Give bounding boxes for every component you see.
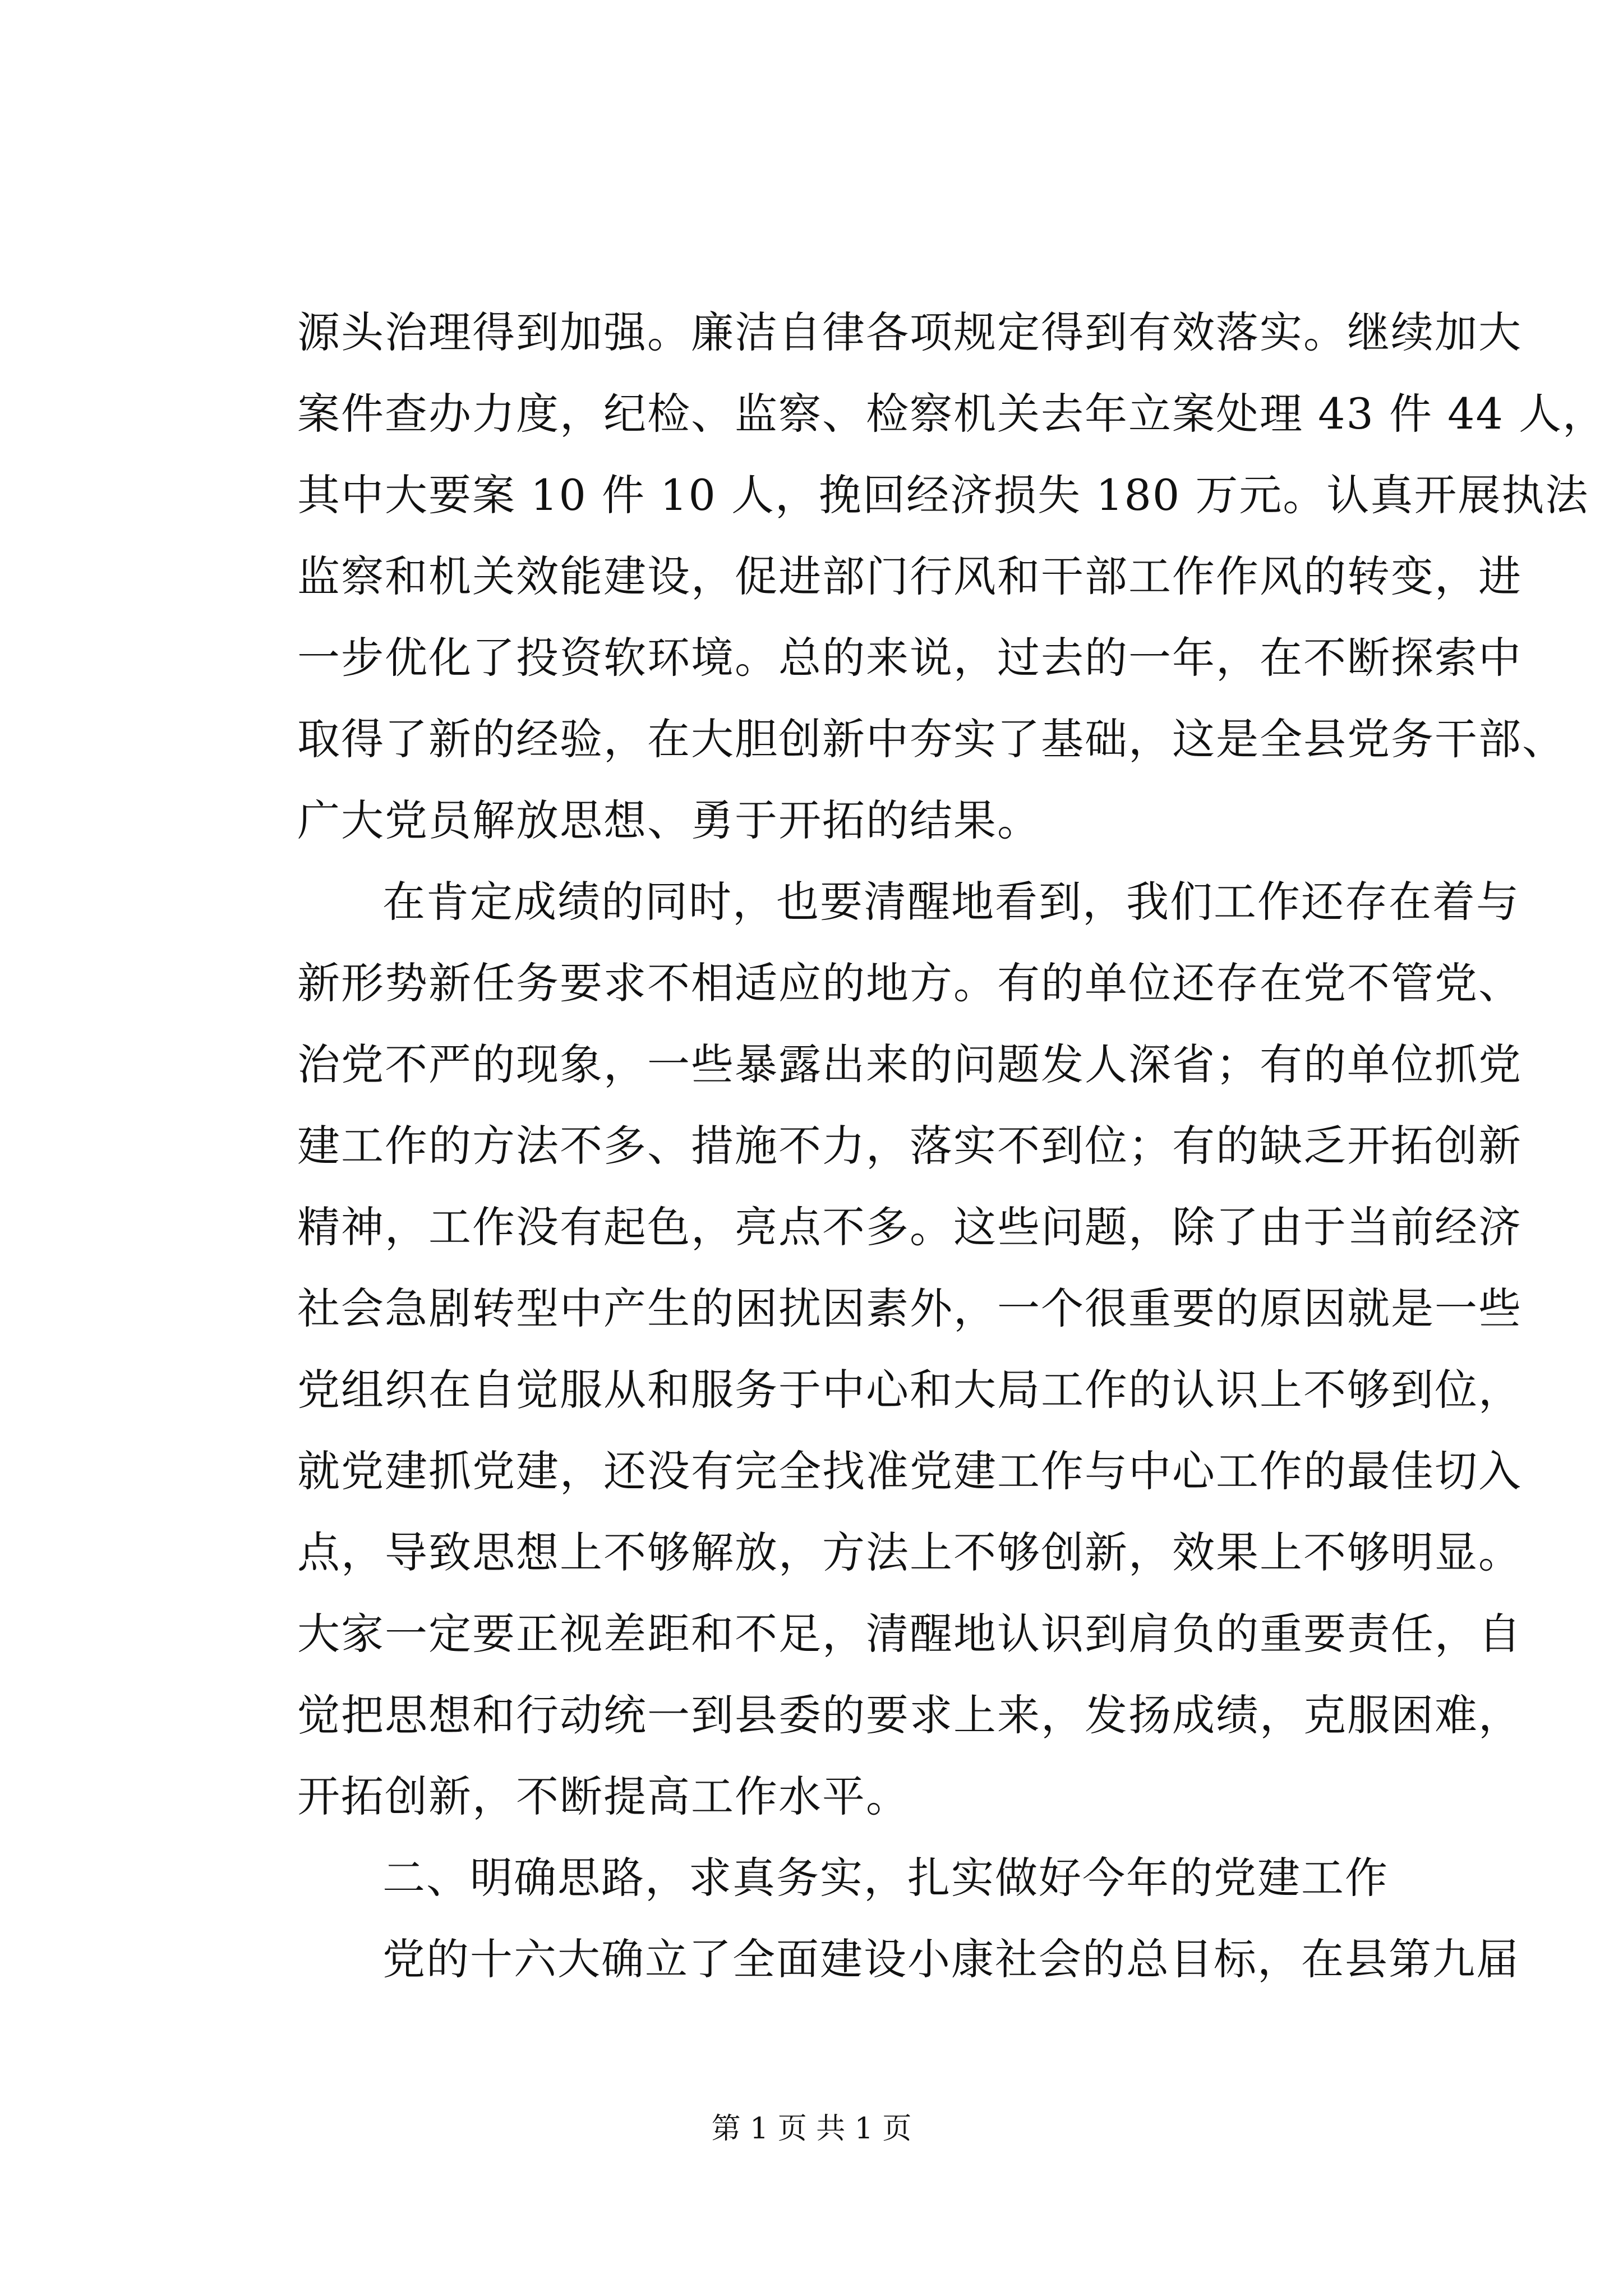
page-footer: 第 1 页 共 1 页 (711, 2112, 912, 2146)
text-line-18: 觉把思想和行动统一到县委的要求上来，发扬成绩，克服困难， (297, 1690, 1522, 1740)
text-line-4: 监察和机关效能建设，促进部门行风和干部工作作风的转变，进 (297, 551, 1522, 601)
text-line-14: 党组织在自觉服从和服务于中心和大局工作的认识上不够到位， (297, 1365, 1522, 1415)
text-line-16: 点，导致思想上不够解放，方法上不够创新，效果上不够明显。 (297, 1527, 1522, 1577)
document-body (297, 292, 1607, 2000)
text-line-7: 广大党员解放思想、勇于开拓的结果。 (297, 795, 1041, 845)
section-heading: 二、明确思路，求真务实，扎实做好今年的党建工作 (382, 1853, 1389, 1903)
text-line-1: 源头治理得到加强。廉洁自律各项规定得到有效落实。继续加大 (297, 307, 1522, 357)
text-line-2: 案件查办力度，纪检、监察、检察机关去年立案处理 43 件 44 人， (297, 389, 1607, 439)
text-line-21: 党的十六大确立了全面建设小康社会的总目标，在县第九届 (382, 1934, 1520, 1984)
text-line-10: 治党不严的现象，一些暴露出来的问题发人深省；有的单位抓党 (297, 1039, 1522, 1089)
text-line-5: 一步优化了投资软环境。总的来说，过去的一年，在不断探索中 (297, 633, 1522, 683)
text-line-8: 在肯定成绩的同时，也要清醒地看到，我们工作还存在着与 (382, 877, 1520, 927)
text-line-17: 大家一定要正视差距和不足，清醒地认识到肩负的重要责任，自 (297, 1609, 1522, 1659)
text-line-3: 其中大要案 10 件 10 人，挽回经济损失 180 万元。认真开展执法 (297, 470, 1589, 520)
text-line-6: 取得了新的经验，在大胆创新中夯实了基础，这是全县党务干部、 (297, 714, 1566, 764)
text-line-19: 开拓创新，不断提高工作水平。 (297, 1772, 910, 1821)
text-line-15: 就党建抓党建，还没有完全找准党建工作与中心工作的最佳切入 (297, 1446, 1522, 1496)
text-line-9: 新形势新任务要求不相适应的地方。有的单位还存在党不管党、 (297, 958, 1522, 1008)
text-line-12: 精神，工作没有起色，亮点不多。这些问题，除了由于当前经济 (297, 1202, 1522, 1252)
text-line-11: 建工作的方法不多、措施不力，落实不到位；有的缺乏开拓创新 (297, 1121, 1522, 1171)
text-line-13: 社会急剧转型中产生的困扰因素外，一个很重要的原因就是一些 (297, 1283, 1522, 1333)
